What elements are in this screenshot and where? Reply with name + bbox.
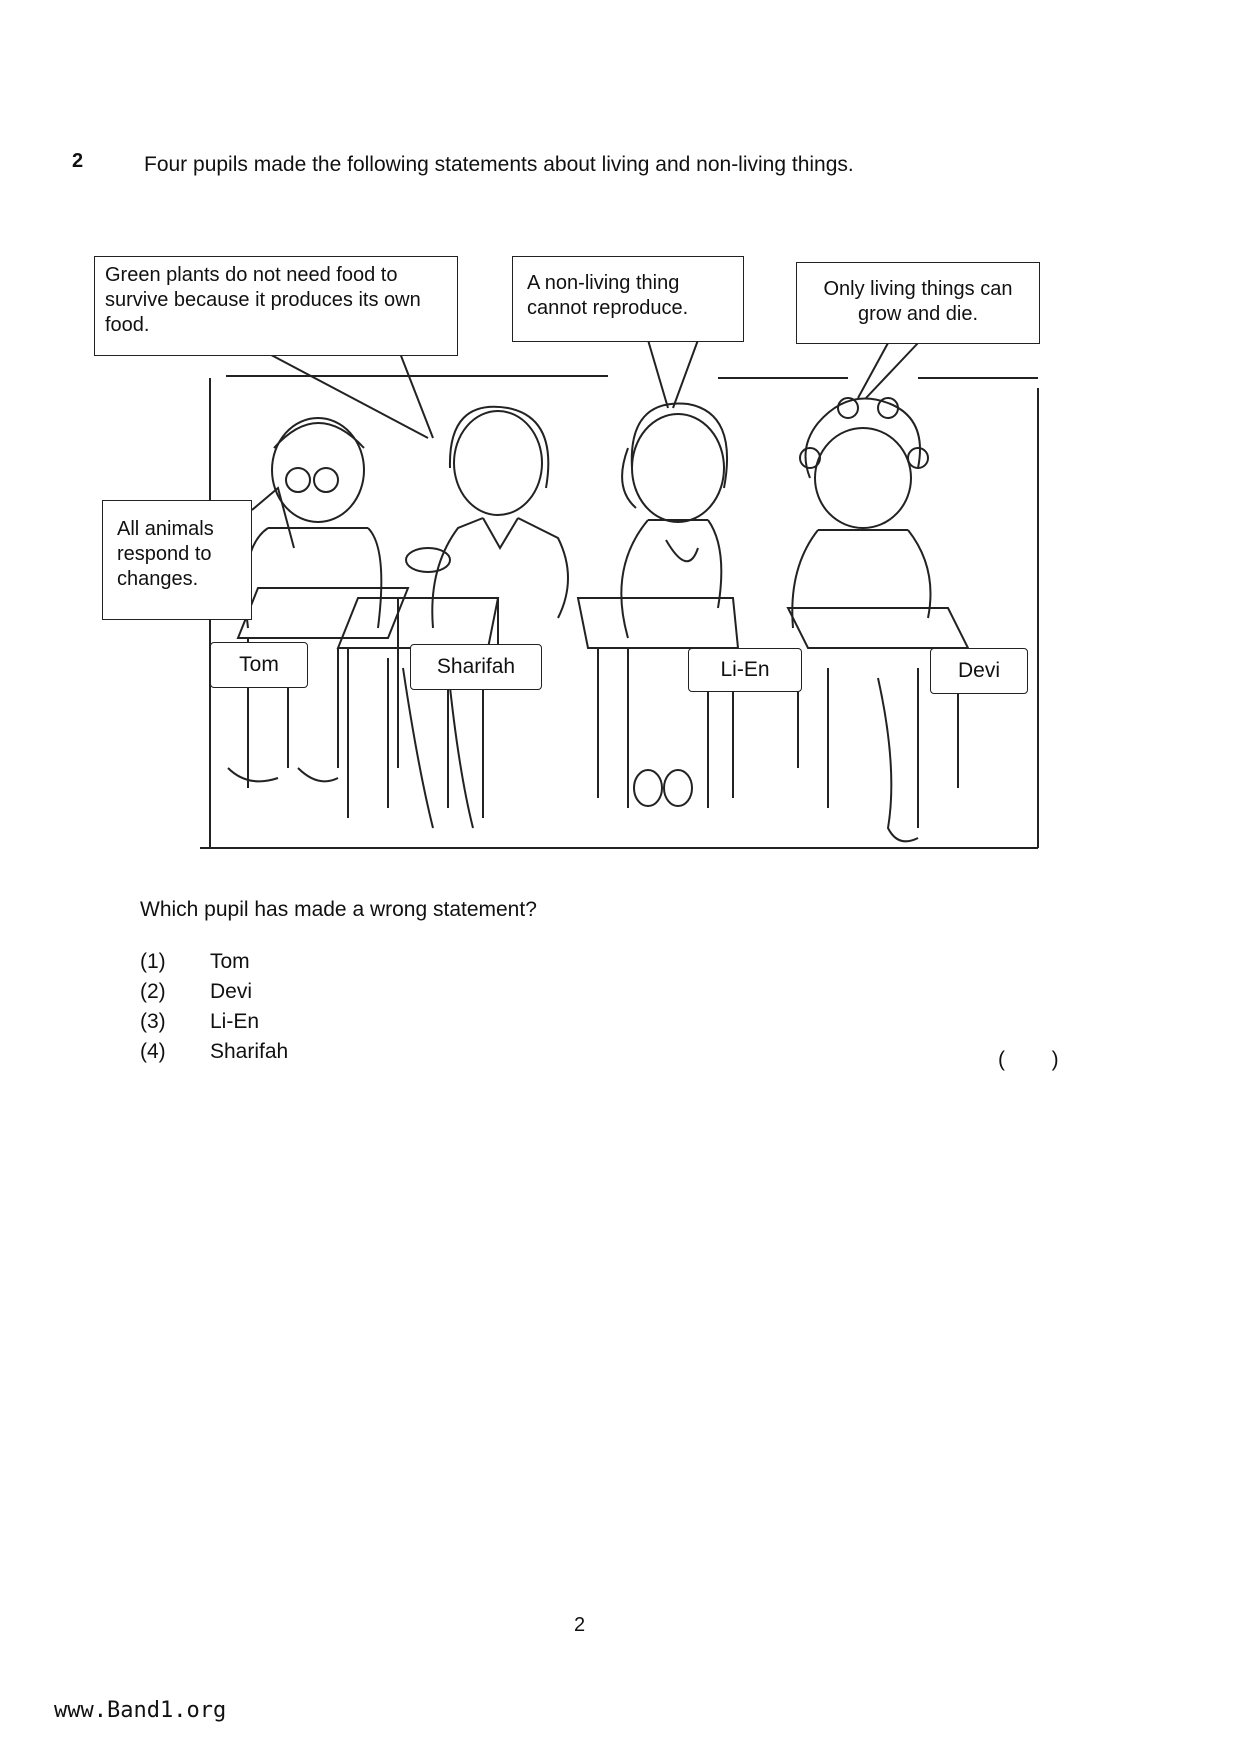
pupil-tom [228, 418, 408, 788]
option-4[interactable] [140, 1040, 440, 1064]
name-tag-tom: Tom [210, 642, 308, 688]
option-label: (3) [140, 1010, 166, 1033]
question-text: Four pupils made the following statements about living and non-living things. [144, 153, 854, 176]
pupil-sharifah [338, 407, 568, 828]
option-3[interactable] [140, 1010, 440, 1034]
speech-bubble-sharifah: Green plants do not need food to survive because it produces its own food. [94, 256, 458, 356]
name-tag-devi: Devi [930, 648, 1028, 694]
option-label: (2) [140, 980, 166, 1003]
option-label: (4) [140, 1040, 166, 1063]
option-text: Devi [210, 980, 253, 1003]
speech-bubble-tom: All animals respond to changes. [102, 500, 252, 620]
speech-bubble-li-en: A non-living thing cannot reproduce. [512, 256, 744, 342]
option-2[interactable] [140, 980, 440, 1004]
pupil-li-en [578, 404, 738, 808]
option-1[interactable] [140, 950, 440, 974]
answer-bracket[interactable]: ( ) [998, 1048, 1059, 1071]
name-tag-sharifah: Sharifah [410, 644, 542, 690]
option-label: (1) [140, 950, 166, 973]
footer-url: www.Band1.org [54, 1698, 227, 1723]
question-prompt: Which pupil has made a wrong statement? [140, 898, 537, 921]
pupil-devi [788, 398, 968, 841]
name-tag-li-en: Li-En [688, 648, 802, 692]
speech-bubble-devi: Only living things can grow and die. [796, 262, 1040, 344]
option-text: Tom [210, 950, 250, 973]
option-text: Li-En [210, 1010, 260, 1033]
option-text: Sharifah [210, 1040, 289, 1063]
question-number: 2 [72, 150, 84, 172]
page-number: 2 [574, 1614, 586, 1636]
